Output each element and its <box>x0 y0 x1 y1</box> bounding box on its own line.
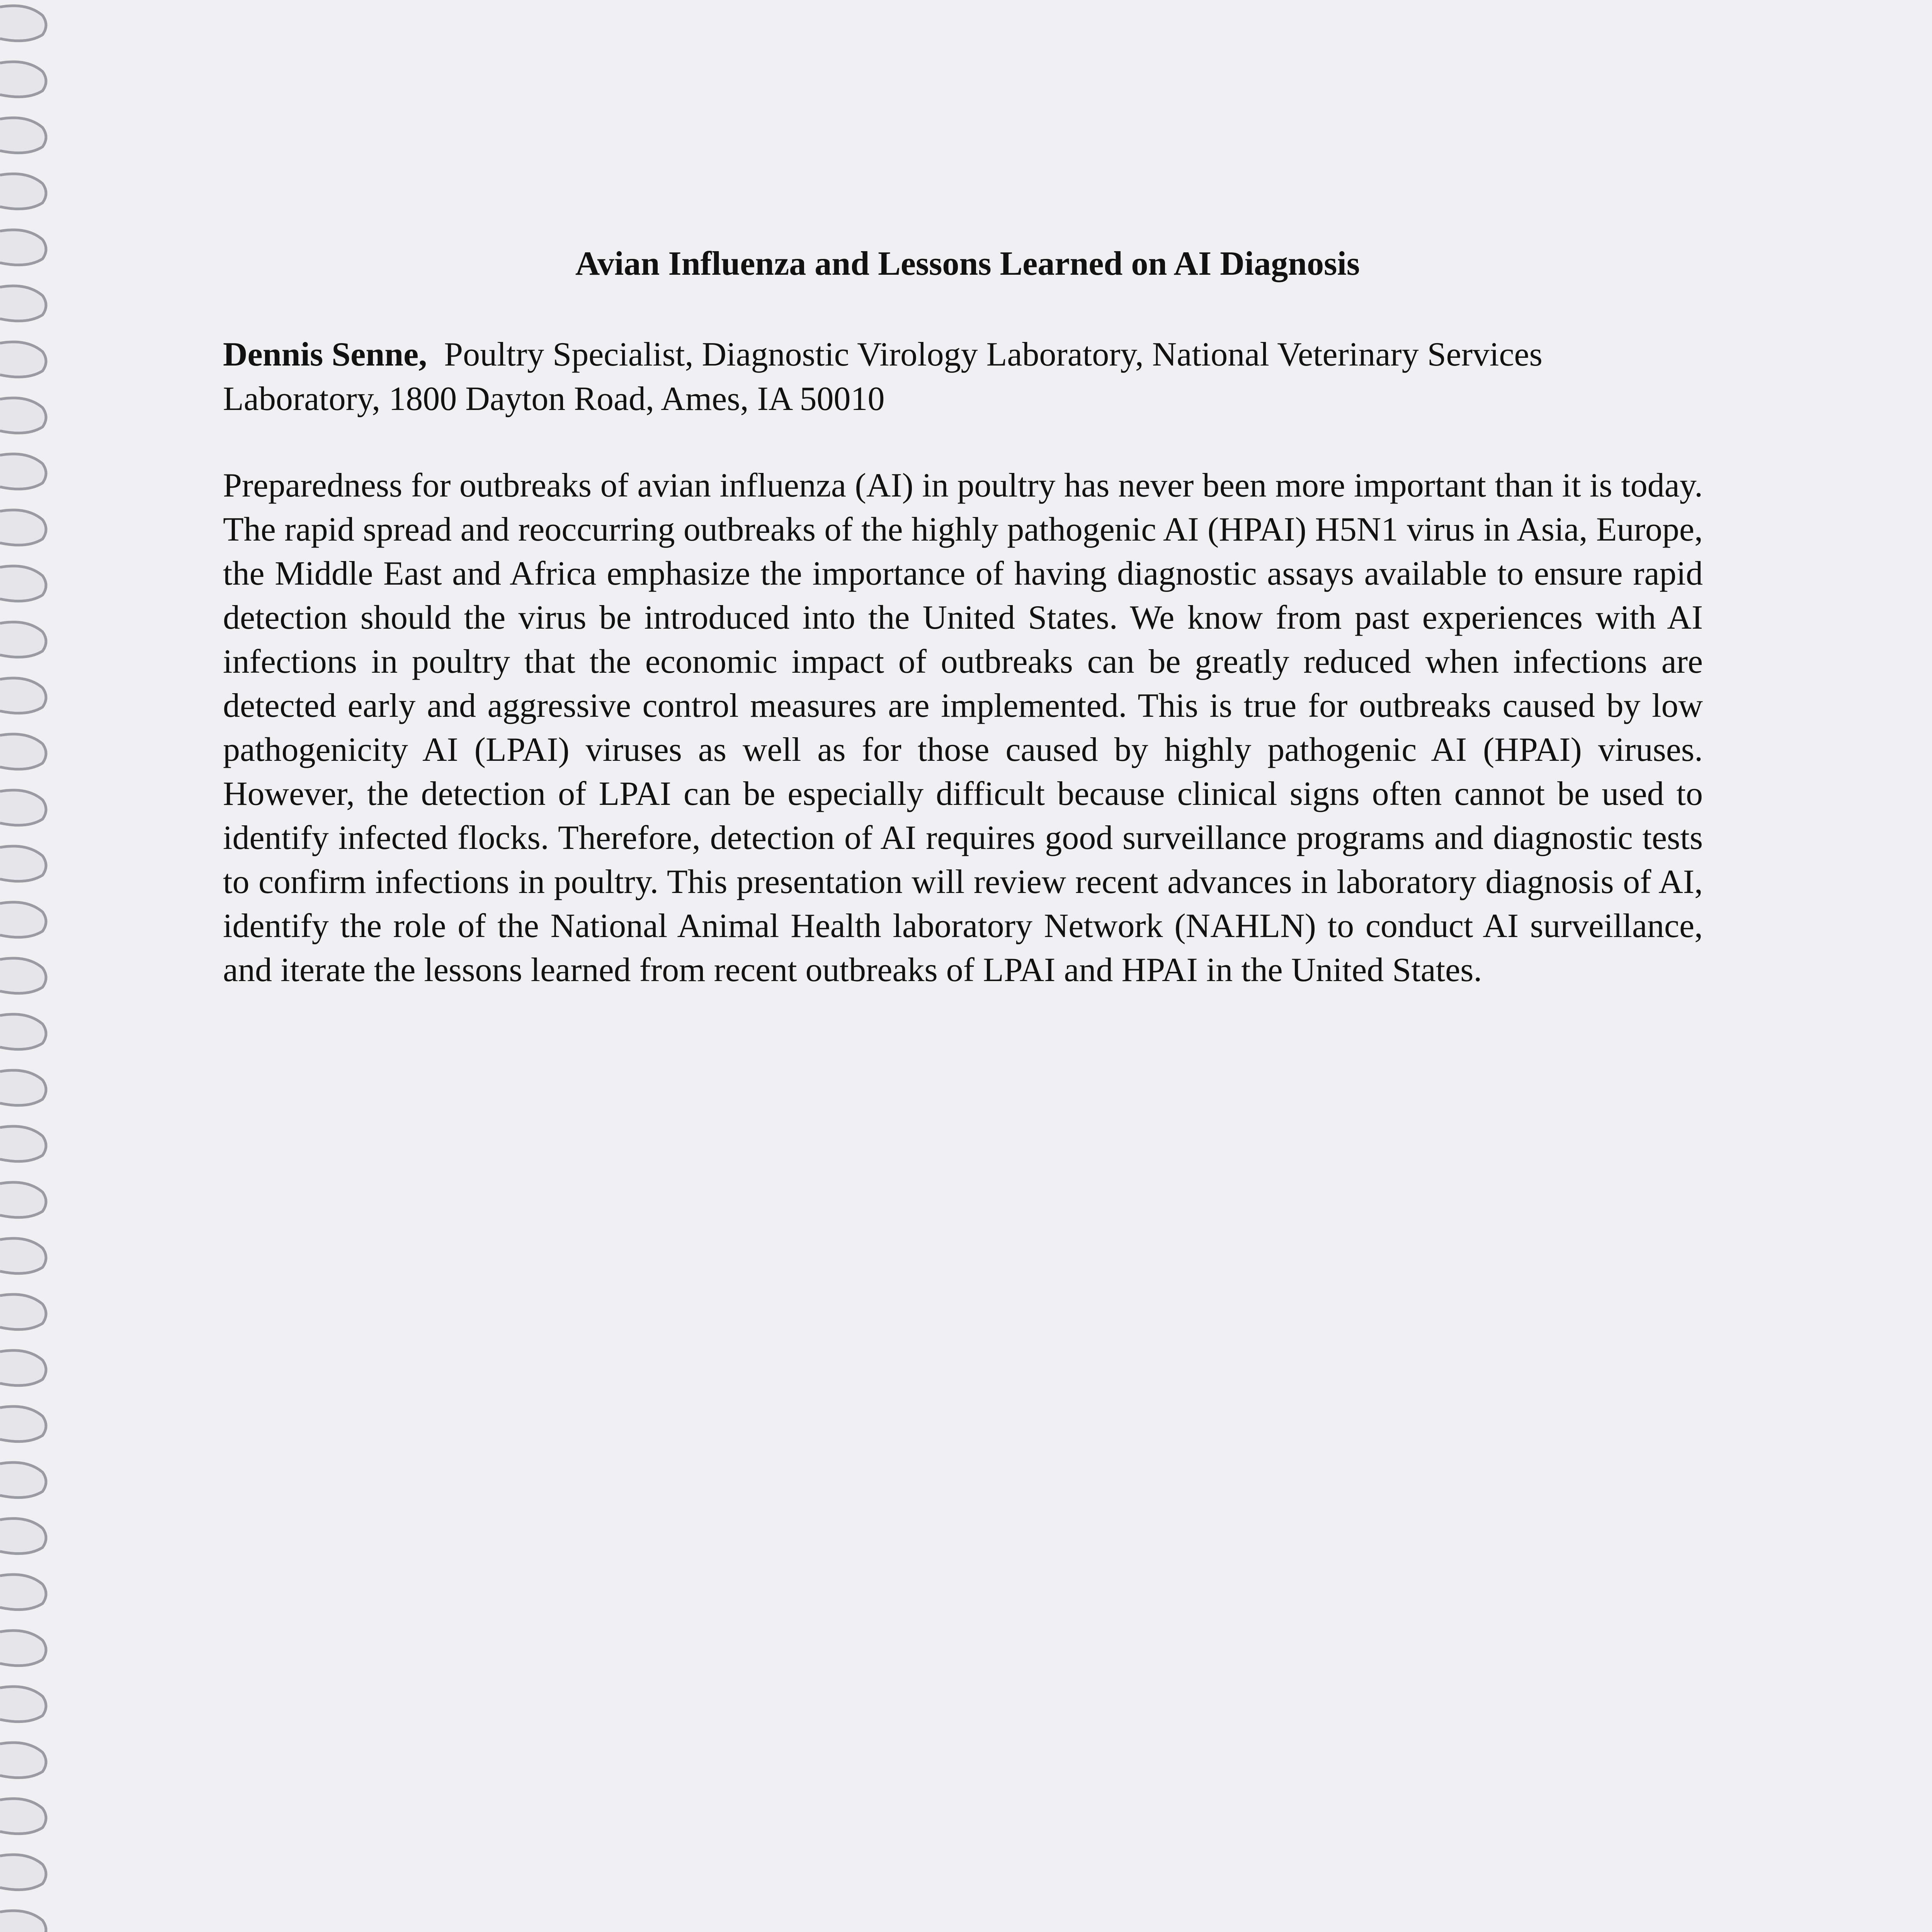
binding-ring <box>0 790 46 825</box>
binding-ring <box>0 1519 46 1554</box>
binding-ring <box>0 398 46 433</box>
binding-ring <box>0 118 46 153</box>
author-affiliation: Poultry Specialist, Diagnostic Virology Laboratory, National Veterinary Services Laboratory, 1800 Dayton Road, Ames, IA 50010 <box>223 336 1543 418</box>
binding-ring <box>0 678 46 713</box>
spiral-binding-icon <box>0 0 58 1932</box>
binding-ring <box>0 1631 46 1666</box>
page-title: Avian Influenza and Lessons Learned on AI Diagnosis <box>575 245 1360 282</box>
binding-ring <box>0 1687 46 1722</box>
binding-ring <box>0 1911 46 1932</box>
binding-ring <box>0 566 46 601</box>
binding-ring <box>0 734 46 769</box>
binding-ring <box>0 342 46 377</box>
binding-ring <box>0 1855 46 1890</box>
binding-ring <box>0 1126 46 1162</box>
binding-ring <box>0 1294 46 1330</box>
binding-ring <box>0 622 46 657</box>
binding-ring <box>0 454 46 489</box>
binding-ring <box>0 1743 46 1778</box>
binding-ring <box>0 1014 46 1049</box>
binding-ring <box>0 1406 46 1442</box>
binding-ring <box>0 1463 46 1498</box>
binding-ring <box>0 1799 46 1834</box>
abstract-paragraph: Preparedness for outbreaks of avian influenza (AI) in poultry has never been more important than it is today. The rapid spread and reoccurring outbreaks of the highly pathogenic AI (HPAI) H5N1 virus in Asia, Europe, the Middle East and Africa emphasize the importance of having diagnostic assays available to ensure rapid detection should the virus be introduced into the United States. We know from past experiences with AI infections in poultry that the economic impact of outbreaks can be greatly reduced when infections are detected early and aggressive control measures are implemented. This is true for outbreaks caused by low pathogenicity AI (LPAI) viruses as well as for those caused by highly pathogenic AI (HPAI) viruses. However, the detection of LPAI can be especially difficult because clinical signs often cannot be used to identify infected flocks. Therefore, detection of AI requires good surveillance programs and diagnostic tests to confirm infections in poultry. This presentation will review recent advances in laboratory diagnosis of AI, identify the role of the National Animal Health laboratory Network (NAHLN) to conduct AI surveillance, and iterate the lessons learned from recent outbreaks of LPAI and HPAI in the United States. <box>223 467 1703 989</box>
binding-ring <box>0 6 46 41</box>
binding-ring <box>0 1350 46 1386</box>
binding-ring <box>0 1182 46 1218</box>
author-name: Dennis Senne, <box>223 336 427 373</box>
author-byline <box>223 332 1707 421</box>
binding-ring <box>0 1238 46 1274</box>
binding-ring <box>0 1575 46 1610</box>
binding-ring <box>0 286 46 321</box>
binding-ring <box>0 958 46 993</box>
binding-ring <box>0 846 46 881</box>
binding-ring <box>0 902 46 937</box>
binding-ring <box>0 1070 46 1105</box>
binding-ring <box>0 62 46 97</box>
binding-ring <box>0 174 46 209</box>
binding-ring <box>0 510 46 545</box>
